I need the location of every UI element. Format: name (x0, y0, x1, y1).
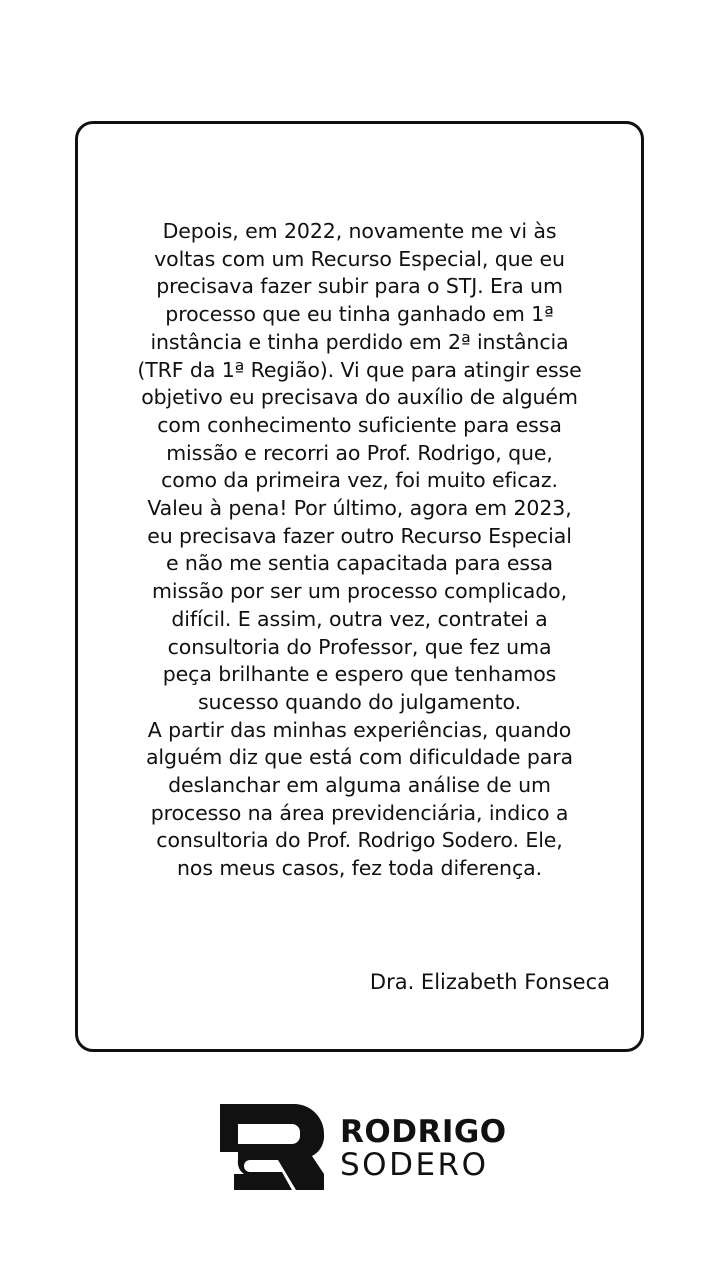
testimonial-line: A partir das minhas experiências, quando (147, 717, 572, 742)
testimonial-line: missão e recorri ao Prof. Rodrigo, que, (166, 440, 553, 465)
rs-monogram-icon (220, 1104, 324, 1190)
testimonial-line: Valeu à pena! Por último, agora em 2023, (147, 496, 572, 521)
testimonial-line: processo que eu tinha ganhado em 1ª (165, 302, 554, 327)
brand-name-last: SODERO (340, 1147, 489, 1183)
testimonial-line: peça brilhante e espero que tenhamos (162, 662, 557, 687)
testimonial-line: com conhecimento suficiente para essa (157, 412, 562, 437)
testimonial-line: sucesso quando do julgamento. (197, 689, 522, 714)
testimonial-line: objetivo eu precisava do auxílio de alguém (141, 385, 578, 410)
testimonial-card (75, 121, 644, 1052)
testimonial-line: missão por ser um processo complicado, (152, 579, 567, 604)
testimonial-line: alguém diz que está com dificuldade para (145, 745, 574, 770)
testimonial-line: processo na área previdenciária, indico a (150, 800, 569, 825)
brand-name-first: RODRIGO (340, 1114, 507, 1150)
testimonial-line: instância e tinha perdido em 2ª instância (150, 329, 569, 354)
brand-logo (220, 1104, 510, 1190)
testimonial-line: precisava fazer subir para o STJ. Era um (156, 274, 563, 299)
testimonial-line: e não me sentia capacitada para essa (165, 551, 554, 576)
testimonial-line: voltas com um Recurso Especial, que eu (154, 246, 565, 271)
testimonial-line: como da primeira vez, foi muito eficaz. (161, 468, 558, 493)
testimonial-line: deslanchar em alguma análise de um (168, 773, 551, 798)
testimonial-text (78, 218, 641, 883)
signature: Dra. Elizabeth Fonseca (369, 970, 610, 994)
testimonial-line: Depois, em 2022, novamente me vi às (162, 219, 557, 243)
testimonial-line: nos meus casos, fez toda diferença. (176, 856, 543, 881)
brand-wordmark (340, 1116, 507, 1182)
testimonial-line: difícil. E assim, outra vez, contratei a (171, 606, 548, 631)
testimonial-line: eu precisava fazer outro Recurso Especial (147, 523, 572, 548)
testimonial-line: (TRF da 1ª Região). Vi que para atingir esse (137, 357, 582, 382)
testimonial-line: consultoria do Prof. Rodrigo Sodero. Ele, (156, 828, 563, 853)
testimonial-line: consultoria do Professor, que fez uma (167, 634, 552, 659)
